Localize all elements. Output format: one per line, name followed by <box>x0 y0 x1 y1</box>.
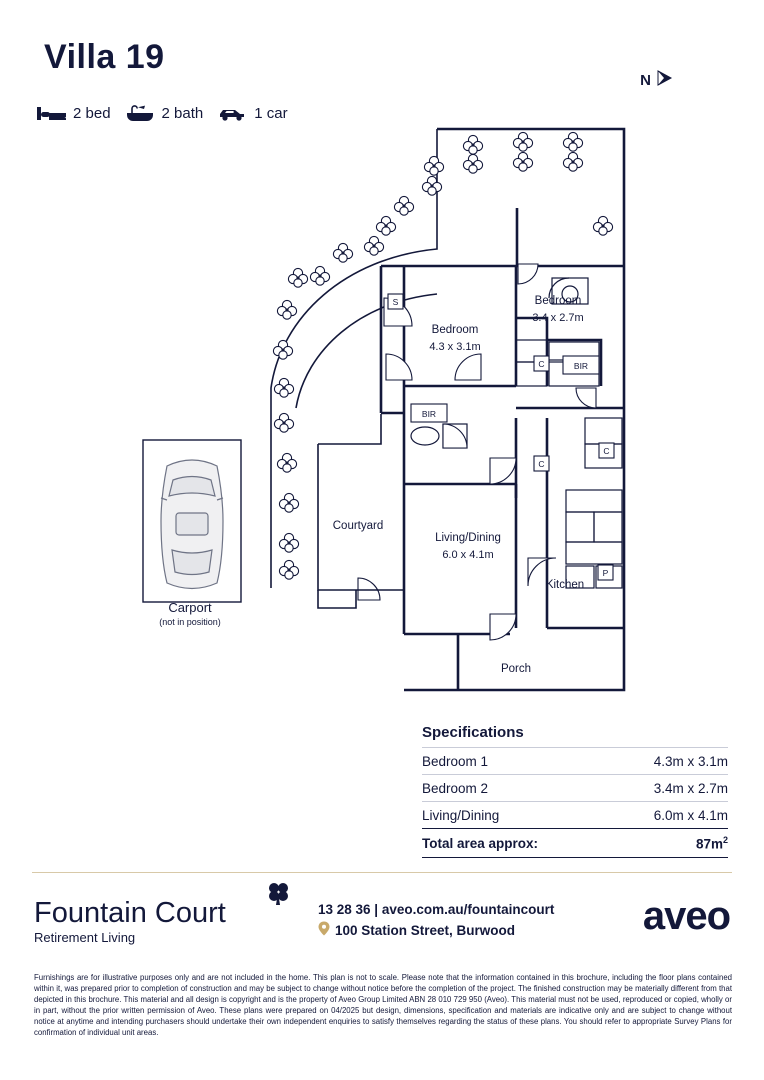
contact-phone-web[interactable]: 13 28 36 | aveo.com.au/fountaincourt <box>318 902 555 917</box>
page-title: Villa 19 <box>44 38 165 76</box>
contact-address-row <box>318 921 554 943</box>
compass <box>640 68 674 93</box>
footer-divider <box>32 872 732 873</box>
plan-markers <box>388 294 614 580</box>
feature-car-label: 1 car <box>254 105 288 122</box>
compass-north-label: N <box>640 72 651 89</box>
spec-value-total: $87m^2$ <box>695 835 728 852</box>
room-label-bedroom1: Bedroom <box>431 324 479 336</box>
spec-value-living: 6.0m x 4.1m <box>653 808 728 823</box>
specifications-heading: Specifications <box>422 724 524 741</box>
marker-p: P <box>602 568 609 578</box>
marker-c-3: C <box>603 446 610 456</box>
feature-bath-label: 2 bath <box>161 105 204 122</box>
brand-name: Fountain Court <box>34 897 226 929</box>
spec-row-bedroom1 <box>422 747 728 774</box>
room-dims-living: 6.0 x 4.1m <box>442 549 494 561</box>
marker-bir-2: BIR <box>573 361 589 371</box>
marker-s: S <box>392 297 399 307</box>
room-dims-bedroom2: 3.4 x 2.7m <box>532 312 584 324</box>
spec-label-living: Living/Dining <box>422 808 500 823</box>
spec-value-bedroom1: 4.3m x 3.1m <box>653 754 728 769</box>
aveo-logo: aveo <box>642 894 730 938</box>
room-label-living: Living/Dining <box>435 532 501 544</box>
room-label-kitchen: Kitchen <box>545 579 585 591</box>
north-arrow-icon <box>654 68 674 93</box>
brand-block <box>34 898 226 945</box>
spec-label-total: Total area approx: <box>422 835 539 851</box>
contact-block <box>318 900 554 943</box>
clover-icon <box>265 880 291 911</box>
contact-address: 100 Station Street, Burwood <box>335 923 516 939</box>
spec-row-total <box>422 828 728 858</box>
feature-bed-label: 2 bed <box>73 105 111 122</box>
garden-boundary <box>271 128 437 588</box>
carport-diagram <box>143 440 241 602</box>
room-label-courtyard: Courtyard <box>332 520 384 532</box>
spec-total-unit: 2 <box>722 835 728 845</box>
spec-label-bedroom1: Bedroom 1 <box>422 754 489 769</box>
marker-c-1: C <box>538 359 545 369</box>
room-dims-bedroom1: 4.3 x 3.1m <box>429 341 481 353</box>
brand-tagline: Retirement Living <box>34 930 136 946</box>
marker-c-2: C <box>538 459 545 469</box>
location-pin-icon <box>318 921 330 943</box>
carport-label: Carport <box>168 600 212 615</box>
marker-bir-1: BIR <box>421 409 437 419</box>
shrub-cluster <box>273 132 612 579</box>
spec-row-bedroom2 <box>422 774 728 801</box>
room-label-porch: Porch <box>500 663 532 675</box>
spec-value-bedroom2: 3.4m x 2.7m <box>653 781 728 796</box>
disclaimer-text: Furnishings are for illustrative purposes only and are not included in the home. This plan is not to scale. Please note that the information contained in this brochure, including the floor plans contained within it, was prepared prior to completion of construction and may be subject to change without notice before the completion of the project. The finished construction may be materially different from that depicted in this brochure. This material and all design is copyright and is the property of Aveo Group Limited ABN 28 010 729 950 (Aveo). This material must not be used, reproduced or copied, wholly or in part, without the prior written permission of Aveo. These plans were prepared on 04/2025 but design, dimensions, specification and materials are indicative only and are subject to change without notice at anytime and intending purchasers should undertake their own independent enquiries to satisfy themselves regarding the status of these plans. You should refer to appropriate Survey Plans for confirmation of individual unit areas. <box>34 973 732 1038</box>
specifications-table <box>422 724 728 858</box>
spec-row-living <box>422 801 728 828</box>
carport-note: (not in position) <box>159 617 221 627</box>
room-label-bedroom2: Bedroom <box>534 295 582 307</box>
floorplan <box>0 118 764 718</box>
spec-label-bedroom2: Bedroom 2 <box>422 781 489 796</box>
